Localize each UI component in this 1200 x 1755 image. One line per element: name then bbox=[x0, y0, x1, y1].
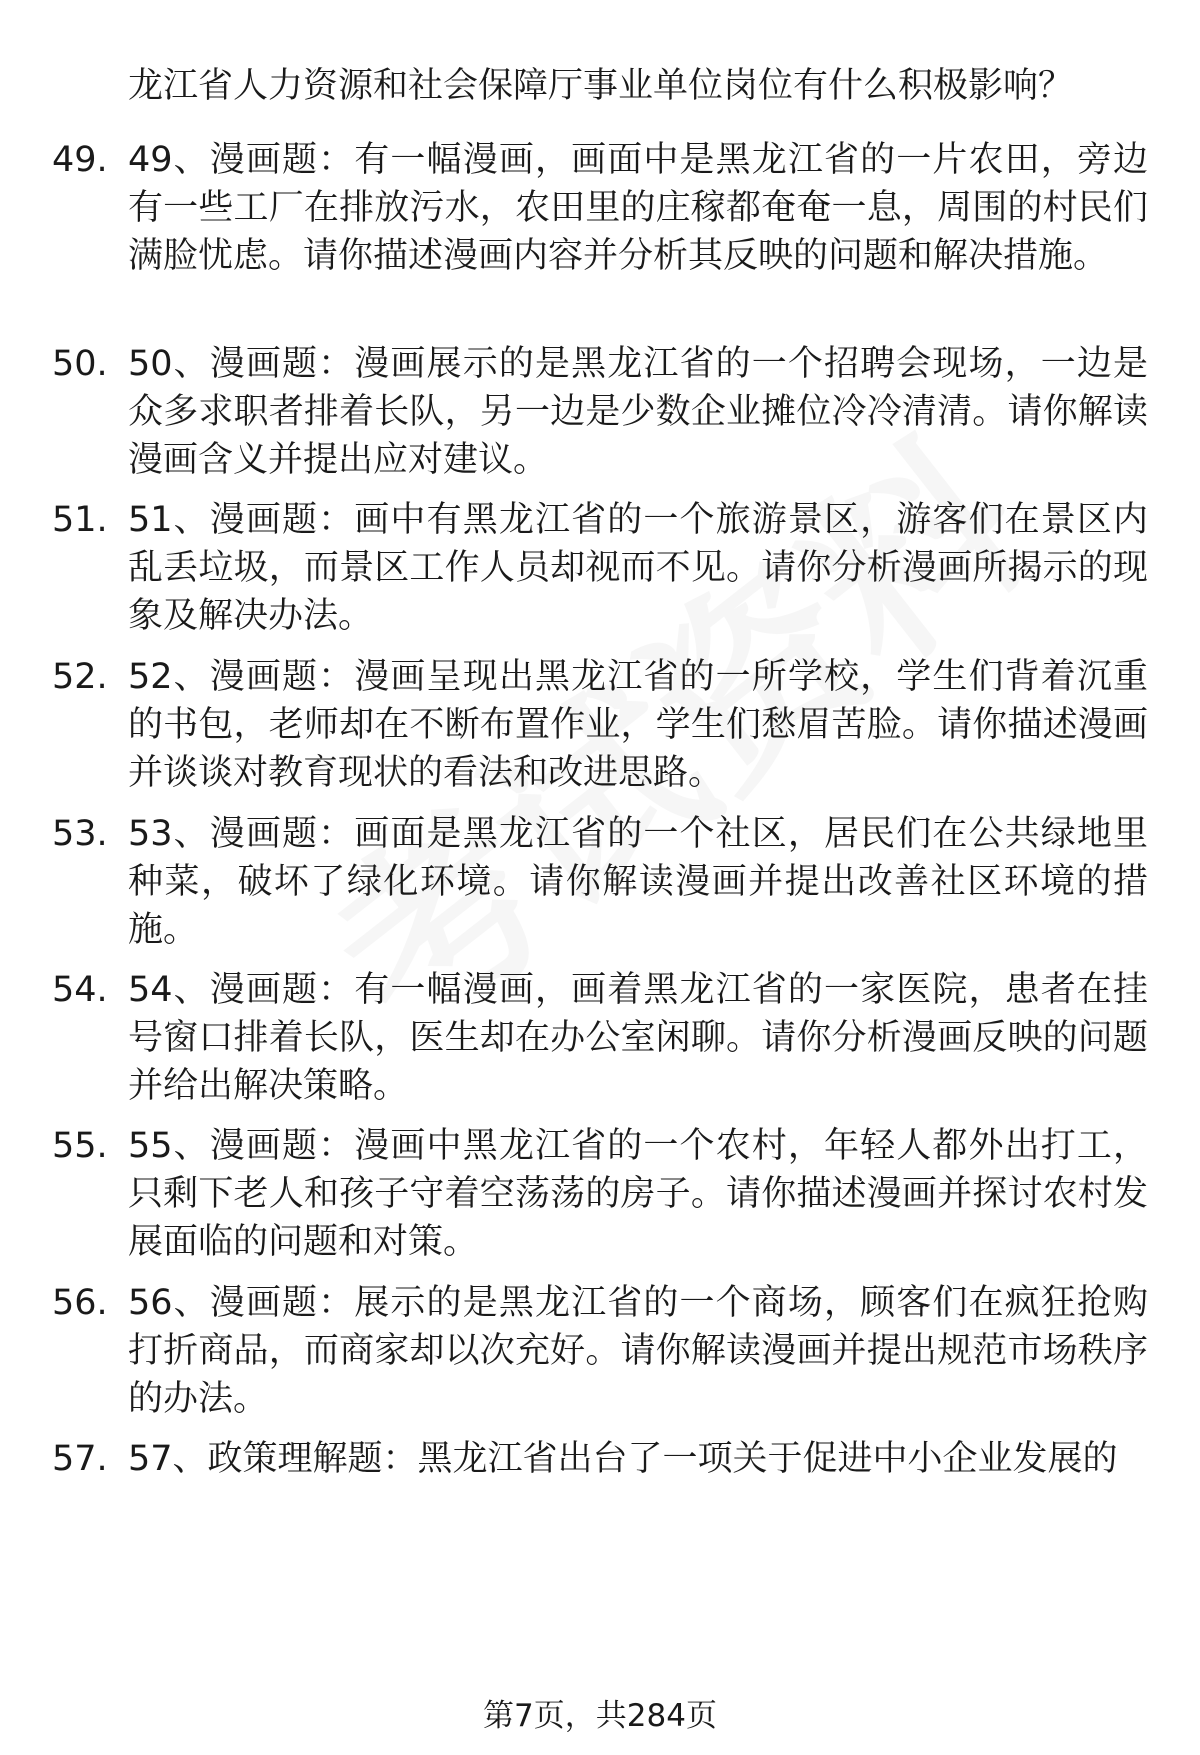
item-text: 50、漫画题：漫画展示的是黑龙江省的一个招聘会现场，一边是众多求职者排着长队，另一边是少数企业摊位冷冷清清。请你解读漫画含义并提出应对建议。 bbox=[128, 344, 1148, 480]
item-text: 53、漫画题：画面是黑龙江省的一个社区，居民们在公共绿地里种菜，破坏了绿化环境。请你解读漫画并提出改善社区环境的措施。 bbox=[128, 814, 1148, 950]
item-number: 49. bbox=[52, 140, 108, 180]
item-number: 52. bbox=[52, 657, 108, 697]
item-text: 56、漫画题：展示的是黑龙江省的一个商场，顾客们在疯狂抢购打折商品，而商家却以次充好。请你解读漫画并提出规范市场秩序的办法。 bbox=[128, 1283, 1148, 1419]
item-number: 54. bbox=[52, 970, 108, 1010]
continued-question-text: 龙江省人力资源和社会保障厅事业单位岗位有什么积极影响？ bbox=[128, 66, 1074, 106]
item-text: 52、漫画题：漫画呈现出黑龙江省的一所学校，学生们背着沉重的书包，老师却在不断布置作业，学生们愁眉苦脸。请你描述漫画并谈谈对教育现状的看法和改进思路。 bbox=[128, 657, 1148, 793]
item-text: 55、漫画题：漫画中黑龙江省的一个农村，年轻人都外出打工，只剩下老人和孩子守着空荡荡的房子。请你描述漫画并探讨农村发展面临的问题和对策。 bbox=[128, 1126, 1148, 1262]
item-number: 50. bbox=[52, 344, 108, 384]
item-number: 53. bbox=[52, 814, 108, 854]
item-number: 56. bbox=[52, 1283, 108, 1323]
item-text: 54、漫画题：有一幅漫画，画着黑龙江省的一家医院，患者在挂号窗口排着长队，医生却在办公室闲聊。请你分析漫画反映的问题并给出解决策略。 bbox=[128, 970, 1148, 1106]
item-text: 49、漫画题：有一幅漫画，画面中是黑龙江省的一片农田，旁边有一些工厂在排放污水，农田里的庄稼都奄奄一息，周围的村民们满脸忧虑。请你描述漫画内容并分析其反映的问题和解决措施。 bbox=[128, 140, 1148, 276]
item-number: 51. bbox=[52, 500, 108, 540]
item-number: 57. bbox=[52, 1439, 108, 1479]
item-text: 51、漫画题：画中有黑龙江省的一个旅游景区，游客们在景区内乱丢垃圾，而景区工作人员却视而不见。请你分析漫画所揭示的现象及解决办法。 bbox=[128, 500, 1148, 636]
page-footer: 第7页，共284页 bbox=[483, 1698, 717, 1734]
item-text: 57、政策理解题：黑龙江省出台了一项关于促进中小企业发展的 bbox=[128, 1439, 1118, 1479]
item-number: 55. bbox=[52, 1126, 108, 1166]
